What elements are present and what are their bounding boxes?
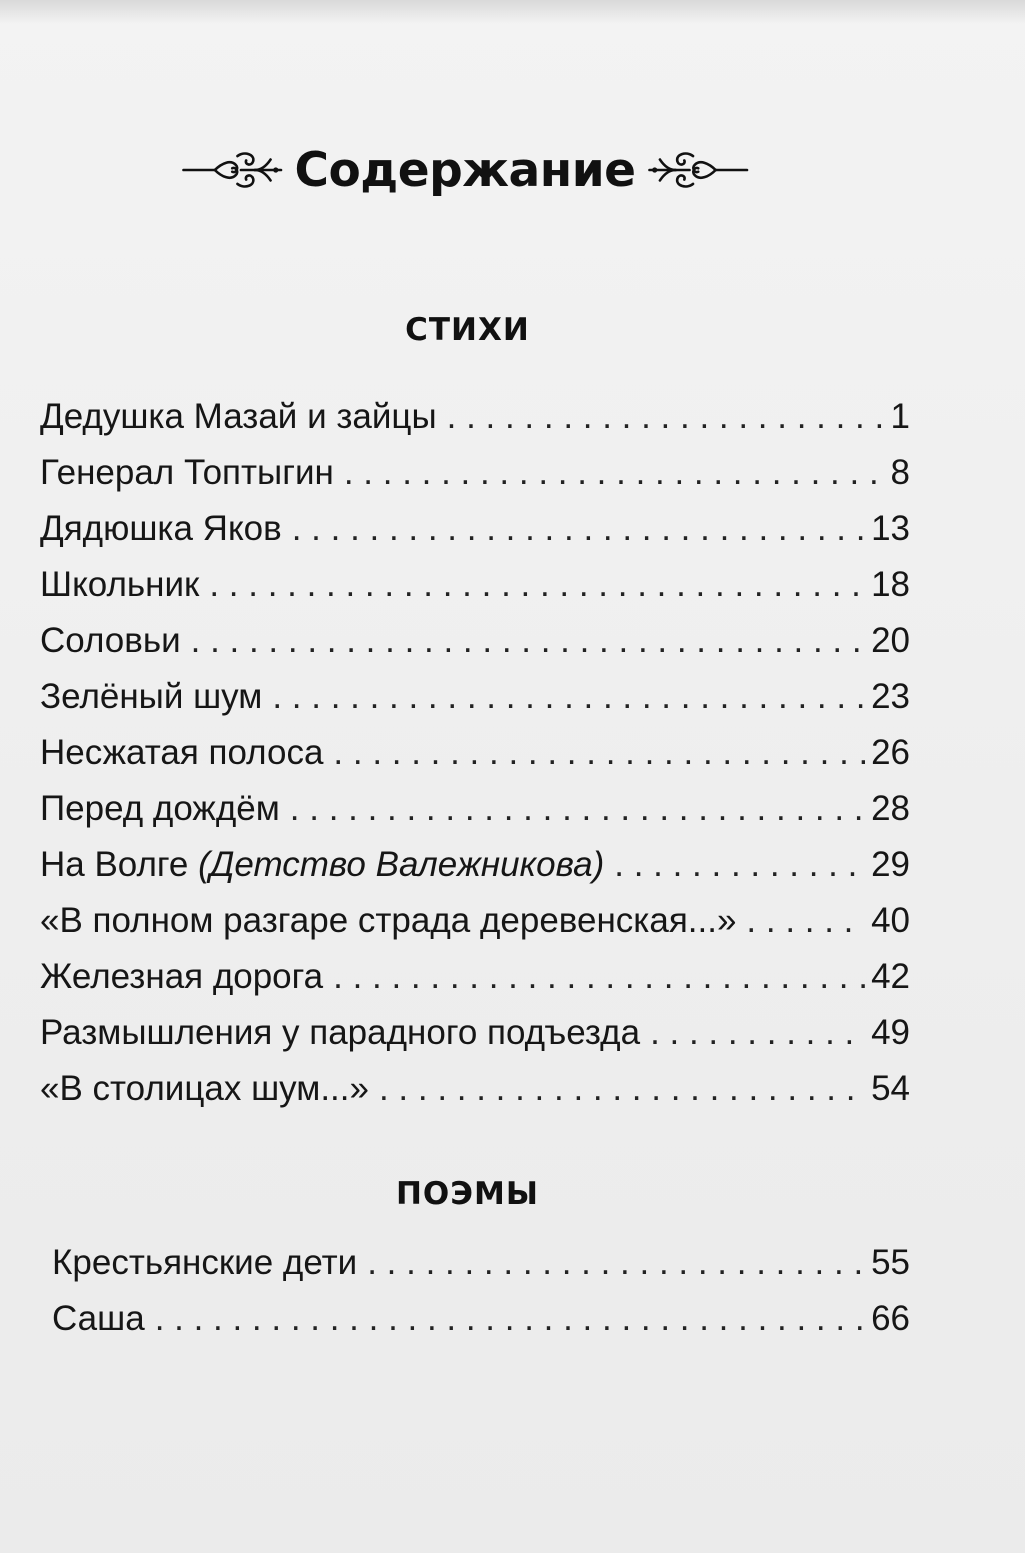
toc-entry[interactable] bbox=[52, 1291, 910, 1347]
page-number: 28 bbox=[871, 789, 910, 828]
toc-entry[interactable] bbox=[40, 501, 910, 557]
page-edge-shadow bbox=[0, 0, 1025, 24]
dot-leader bbox=[650, 1005, 865, 1061]
section-title-poems: СТИХИ bbox=[405, 312, 530, 348]
entry-title: «В столицах шум...» bbox=[40, 1069, 369, 1108]
entry-title bbox=[40, 837, 604, 893]
toc-entry[interactable] bbox=[40, 669, 910, 725]
page-number: 54 bbox=[871, 1069, 910, 1108]
toc-entry[interactable] bbox=[40, 1005, 910, 1061]
entry-title: Размышления у парадного подъезда bbox=[40, 1013, 641, 1052]
entry-title: Генерал Топтыгин bbox=[40, 453, 334, 492]
toc-entry[interactable] bbox=[40, 389, 910, 445]
entry-title: Дедушка Мазай и зайцы bbox=[40, 397, 437, 436]
dot-leader bbox=[367, 1235, 865, 1291]
dot-leader bbox=[379, 1061, 865, 1117]
dot-leader bbox=[614, 837, 865, 893]
entry-title: Несжатая полоса bbox=[40, 733, 324, 772]
toc-list-long-poems bbox=[52, 1235, 910, 1347]
dot-leader bbox=[333, 949, 865, 1005]
page-number: 42 bbox=[871, 957, 910, 996]
entry-title: Дядюшка Яков bbox=[40, 509, 282, 548]
page-number: 18 bbox=[871, 565, 910, 604]
page-number: 20 bbox=[871, 621, 910, 660]
bleed-through-text bbox=[150, 80, 870, 136]
page-number: 29 bbox=[871, 845, 910, 884]
toc-entry[interactable] bbox=[40, 725, 910, 781]
left-ornament-icon bbox=[180, 140, 284, 200]
dot-leader bbox=[333, 725, 865, 781]
toc-entry[interactable] bbox=[40, 445, 910, 501]
page-number: 26 bbox=[871, 733, 910, 772]
page-number: 66 bbox=[871, 1299, 910, 1338]
entry-title: Саша bbox=[52, 1299, 145, 1338]
toc-entry[interactable] bbox=[40, 949, 910, 1005]
toc-entry[interactable] bbox=[40, 781, 910, 837]
dot-leader bbox=[272, 669, 865, 725]
page-title: Содержание bbox=[294, 142, 636, 198]
toc-entry[interactable] bbox=[40, 613, 910, 669]
right-ornament-icon bbox=[646, 140, 750, 200]
page-number: 55 bbox=[871, 1243, 910, 1282]
dot-leader bbox=[209, 557, 865, 613]
toc-entry[interactable] bbox=[40, 893, 910, 949]
toc-entry[interactable] bbox=[40, 1061, 910, 1117]
entry-title: Соловьи bbox=[40, 621, 181, 660]
dot-leader bbox=[292, 501, 865, 557]
contents-header bbox=[180, 130, 750, 210]
page-number: 49 bbox=[871, 1013, 910, 1052]
entry-title: Перед дождём bbox=[40, 789, 280, 828]
dot-leader bbox=[447, 389, 884, 445]
page-number: 23 bbox=[871, 677, 910, 716]
dot-leader bbox=[155, 1291, 865, 1347]
entry-title-main: На Волге bbox=[40, 845, 199, 884]
dot-leader bbox=[344, 445, 884, 501]
toc-entry[interactable] bbox=[52, 1235, 910, 1291]
dot-leader bbox=[290, 781, 865, 837]
toc-list-poems bbox=[40, 389, 910, 1117]
dot-leader bbox=[191, 613, 865, 669]
entry-title: Школьник bbox=[40, 565, 200, 604]
toc-entry[interactable] bbox=[40, 557, 910, 613]
entry-title: Железная дорога bbox=[40, 957, 324, 996]
entry-subtitle: (Детство Валежникова) bbox=[198, 845, 605, 884]
section-title-long-poems: ПОЭМЫ bbox=[395, 1176, 540, 1212]
entry-title: Зелёный шум bbox=[40, 677, 263, 716]
entry-title: «В полном разгаре страда деревенская...» bbox=[40, 901, 737, 940]
page-number: 1 bbox=[890, 397, 910, 436]
page-number: 40 bbox=[871, 901, 910, 940]
toc-entry[interactable] bbox=[40, 837, 910, 893]
page-number: 13 bbox=[871, 509, 910, 548]
entry-title: Крестьянские дети bbox=[52, 1243, 358, 1282]
dot-leader bbox=[746, 893, 865, 949]
page-number: 8 bbox=[890, 453, 910, 492]
